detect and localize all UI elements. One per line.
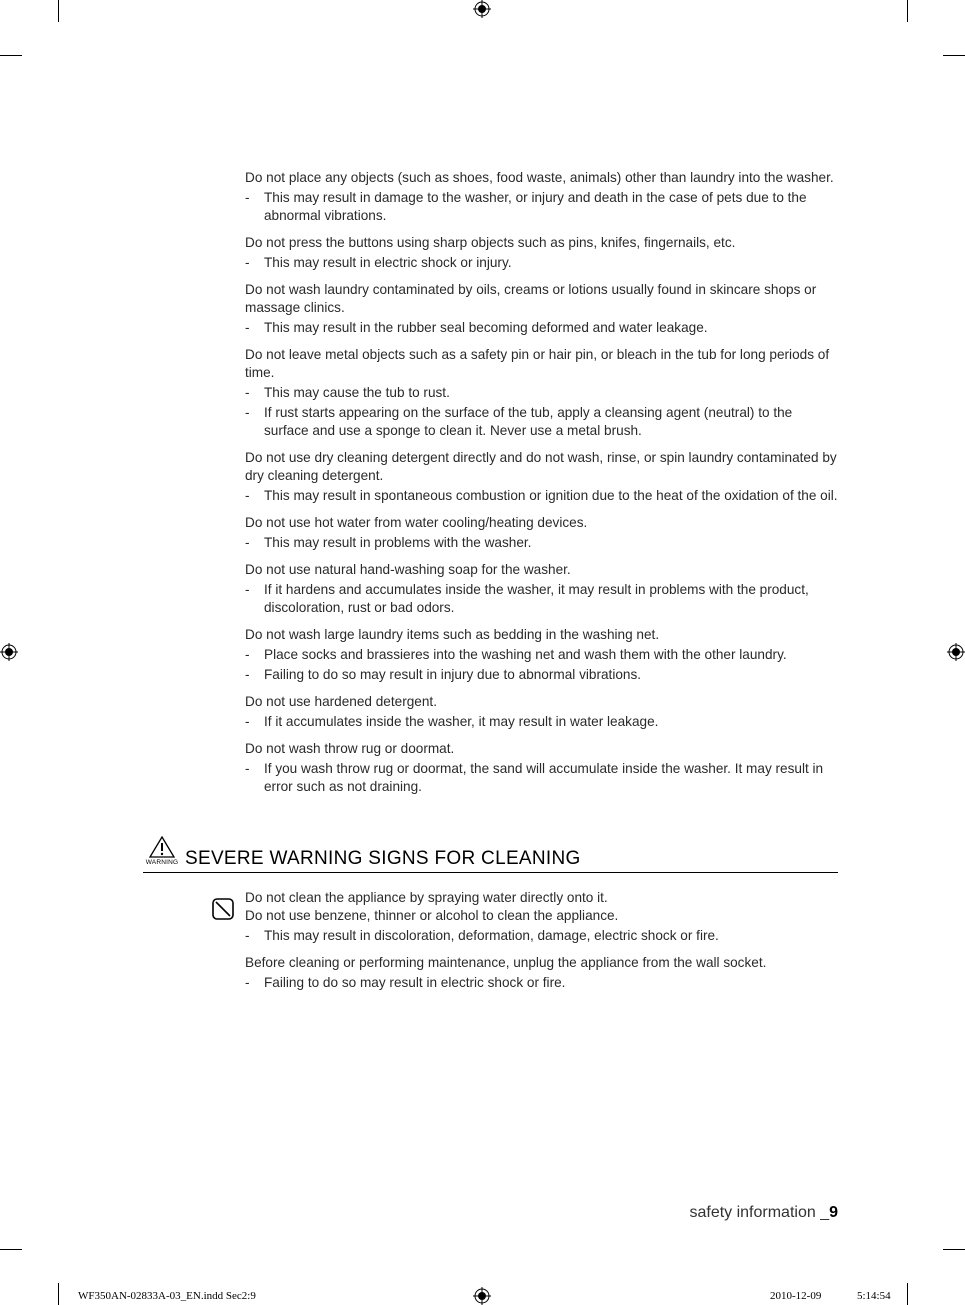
safety-item-sub — [245, 189, 840, 225]
crop-mark — [943, 1249, 965, 1250]
safety-item-sub — [245, 319, 840, 337]
crop-mark — [0, 1249, 22, 1250]
registration-mark-icon — [473, 1287, 491, 1305]
safety-item-sub — [245, 666, 840, 684]
footer-section-label: safety information _ — [689, 1204, 830, 1221]
cleaning-item-main: Before cleaning or performing maintenance, unplug the appliance from the wall socket. — [245, 955, 767, 970]
dash: - — [245, 488, 250, 503]
safety-item-main: Do not use natural hand-washing soap for the washer. — [245, 562, 571, 577]
safety-item-main: Do not wash throw rug or doormat. — [245, 741, 455, 756]
dash: - — [245, 405, 250, 420]
safety-item-sub-text: This may result in electric shock or injury. — [264, 255, 512, 270]
cleaning-item — [245, 889, 840, 945]
cleaning-item-sub-text: This may result in discoloration, deformation, damage, electric shock or fire. — [264, 928, 719, 943]
warning-icon-label: WARNING — [145, 859, 179, 866]
cleaning-item-sub — [245, 927, 840, 945]
crop-mark — [58, 1283, 59, 1305]
registration-mark-icon — [947, 643, 965, 661]
registration-mark-icon — [0, 643, 18, 661]
safety-item-sub-text: This may result in damage to the washer, or injury and death in the case of pets due to the abnormal vibrations. — [264, 190, 807, 223]
safety-item — [245, 281, 840, 337]
dash: - — [245, 255, 250, 270]
slug-date: 2010-12-09 — [770, 1290, 822, 1302]
safety-item — [245, 740, 840, 796]
safety-item-main: Do not leave metal objects such as a safety pin or hair pin, or bleach in the tub for long periods of time. — [245, 347, 830, 380]
safety-item-sub — [245, 254, 840, 272]
slug-file: WF350AN-02833A-03_EN.indd Sec2:9 — [78, 1290, 256, 1302]
warning-triangle-icon — [143, 836, 181, 872]
safety-item-sub — [245, 384, 840, 402]
safety-item-main: Do not use hardened detergent. — [245, 694, 437, 709]
section-title: SEVERE WARNING SIGNS FOR CLEANING — [185, 848, 581, 869]
crop-mark — [0, 55, 22, 56]
safety-item-sub — [245, 760, 840, 796]
dash: - — [245, 385, 250, 400]
dash: - — [245, 582, 250, 597]
dash: - — [245, 320, 250, 335]
safety-item-sub — [245, 487, 840, 505]
safety-item-sub — [245, 581, 840, 617]
safety-item-sub-text: This may result in problems with the washer. — [264, 535, 532, 550]
safety-item-main: Do not place any objects (such as shoes, food waste, animals) other than laundry into the washer. — [245, 170, 834, 185]
safety-item-sub — [245, 713, 840, 731]
dash: - — [245, 667, 250, 682]
dash: - — [245, 975, 250, 990]
safety-item-sub-text: Failing to do so may result in injury due to abnormal vibrations. — [264, 667, 642, 682]
safety-item-main: Do not press the buttons using sharp objects such as pins, knifes, fingernails, etc. — [245, 235, 736, 250]
safety-item-sub-text: If it accumulates inside the washer, it may result in water leakage. — [264, 714, 659, 729]
safety-item-sub-text: If you wash throw rug or doormat, the sand will accumulate inside the washer. It may result in error such as not draining. — [264, 761, 824, 794]
cleaning-item-main: Do not use benzene, thinner or alcohol to clean the appliance. — [245, 908, 619, 923]
safety-item — [245, 449, 840, 505]
safety-item — [245, 693, 840, 731]
registration-mark-icon — [473, 0, 491, 18]
safety-item-sub — [245, 534, 840, 552]
safety-list — [245, 169, 840, 805]
cleaning-item-main: Do not clean the appliance by spraying water directly onto it. — [245, 890, 608, 905]
slug-time: 5:14:54 — [857, 1290, 891, 1302]
cleaning-list — [245, 889, 840, 1001]
dash: - — [245, 190, 250, 205]
crop-mark — [943, 55, 965, 56]
safety-item — [245, 561, 840, 617]
page-footer — [600, 1204, 838, 1222]
warning-heading — [143, 836, 838, 873]
safety-item-sub-text: If it hardens and accumulates inside the washer, it may result in problems with the product, discoloration, rust or bad odors. — [264, 582, 809, 615]
safety-item-main: Do not use dry cleaning detergent directly and do not wash, rinse, or spin laundry contaminated by dry cleaning detergent. — [245, 450, 837, 483]
safety-item-sub-text: If rust starts appearing on the surface of the tub, apply a cleansing agent (neutral) to the surface and use a sponge to clean it. Never use a metal brush. — [264, 405, 793, 438]
cleaning-item — [245, 954, 840, 992]
crop-mark — [907, 0, 908, 22]
dash: - — [245, 761, 250, 776]
safety-item — [245, 234, 840, 272]
dash: - — [245, 647, 250, 662]
crop-mark — [907, 1283, 908, 1305]
safety-item — [245, 626, 840, 684]
page-number: 9 — [829, 1204, 838, 1221]
cleaning-item-sub — [245, 974, 840, 992]
safety-item-sub — [245, 404, 840, 440]
safety-item — [245, 346, 840, 440]
crop-mark — [58, 0, 59, 22]
safety-item-sub-text: Place socks and brassieres into the washing net and wash them with the other laundry. — [264, 647, 787, 662]
safety-item-sub-text: This may cause the tub to rust. — [264, 385, 450, 400]
safety-item-sub-text: This may result in spontaneous combustion or ignition due to the heat of the oxidation of the oil. — [264, 488, 838, 503]
safety-item — [245, 169, 840, 225]
dash: - — [245, 535, 250, 550]
safety-item-main: Do not wash large laundry items such as bedding in the washing net. — [245, 627, 660, 642]
safety-item-sub — [245, 646, 840, 664]
safety-item-sub-text: This may result in the rubber seal becoming deformed and water leakage. — [264, 320, 708, 335]
safety-item — [245, 514, 840, 552]
safety-item-main: Do not wash laundry contaminated by oils, creams or lotions usually found in skincare shops or massage clinics. — [245, 282, 817, 315]
prohibited-icon — [211, 897, 235, 921]
cleaning-item-sub-text: Failing to do so may result in electric shock or fire. — [264, 975, 566, 990]
dash: - — [245, 714, 250, 729]
safety-item-main: Do not use hot water from water cooling/heating devices. — [245, 515, 588, 530]
dash: - — [245, 928, 250, 943]
